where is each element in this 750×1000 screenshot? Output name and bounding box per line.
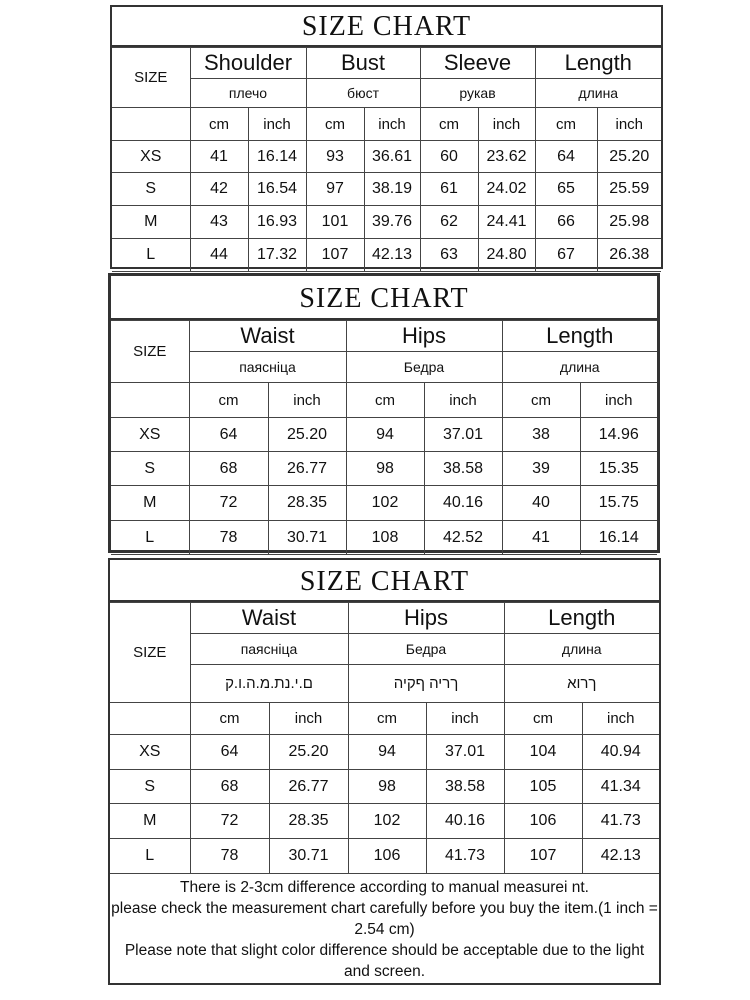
group-header-waist: Waist [190, 603, 348, 634]
value-cell: 14.96 [580, 418, 657, 452]
unit-cell: inch [426, 703, 504, 735]
group-hebrew-waist: ם.י.נת.מ.ה.ו.ק [190, 665, 348, 703]
size-cell: XS [110, 735, 190, 770]
table-row [110, 839, 659, 874]
group-subheader-hips: Бедра [348, 634, 504, 665]
value-cell: 38.58 [426, 770, 504, 804]
value-cell: 41.73 [582, 804, 659, 839]
value-cell: 26.77 [268, 452, 346, 486]
value-cell: 98 [346, 452, 424, 486]
unit-cell: cm [502, 383, 580, 418]
group-subheader-sleeve: рукав [420, 79, 535, 108]
unit-cell: cm [420, 108, 478, 141]
group-header-hips: Hips [348, 603, 504, 634]
size-cell: S [112, 173, 190, 206]
value-cell: 25.20 [268, 418, 346, 452]
value-cell: 65 [535, 173, 597, 206]
group-header-shoulder: Shoulder [190, 48, 306, 79]
value-cell: 60 [420, 141, 478, 173]
unit-cell: inch [580, 383, 657, 418]
value-cell: 78 [190, 839, 269, 874]
value-cell: 39 [502, 452, 580, 486]
note-difference: There is 2-3cm difference according to manual measurei​ nt. [180, 879, 589, 896]
value-cell: 16.54 [248, 173, 306, 206]
value-cell: 68 [190, 770, 269, 804]
size-header: SIZE [110, 603, 190, 703]
value-cell: 37.01 [426, 735, 504, 770]
value-cell: 108 [346, 521, 424, 555]
value-cell: 94 [348, 735, 426, 770]
value-cell: 41.73 [426, 839, 504, 874]
group-header-hips: Hips [346, 321, 502, 352]
value-cell: 26.38 [597, 239, 661, 272]
value-cell: 98 [348, 770, 426, 804]
value-cell: 30.71 [269, 839, 348, 874]
value-cell: 93 [306, 141, 364, 173]
unit-cell: cm [190, 108, 248, 141]
group-subheader-length: длина [504, 634, 659, 665]
table-row [110, 804, 659, 839]
chart-title: SIZE CHART [111, 276, 657, 320]
unit-cell: inch [582, 703, 659, 735]
notes-block [110, 874, 659, 982]
size-chart-1 [110, 5, 663, 269]
table-row [111, 521, 657, 555]
value-cell: 16.14 [580, 521, 657, 555]
unit-cell: inch [248, 108, 306, 141]
value-cell: 40.94 [582, 735, 659, 770]
size-cell: M [112, 206, 190, 239]
group-header-length: Length [502, 321, 657, 352]
size-cell: M [110, 804, 190, 839]
value-cell: 64 [535, 141, 597, 173]
value-cell: 42 [190, 173, 248, 206]
group-header-bust: Bust [306, 48, 420, 79]
unit-spacer [112, 108, 190, 141]
table-row [111, 486, 657, 521]
chart-title: SIZE CHART [112, 7, 661, 47]
unit-cell: inch [424, 383, 502, 418]
size-cell: L [111, 521, 189, 555]
value-cell: 102 [346, 486, 424, 521]
group-subheader-length: длина [502, 352, 657, 383]
value-cell: 67 [535, 239, 597, 272]
value-cell: 44 [190, 239, 248, 272]
value-cell: 41.34 [582, 770, 659, 804]
size-cell: M [111, 486, 189, 521]
group-subheader-length: длина [535, 79, 661, 108]
size-header: SIZE [112, 48, 190, 108]
value-cell: 25.59 [597, 173, 661, 206]
value-cell: 37.01 [424, 418, 502, 452]
unit-cell: inch [478, 108, 535, 141]
table-row [110, 735, 659, 770]
size-table [112, 47, 661, 272]
value-cell: 38.19 [364, 173, 420, 206]
table-row [111, 418, 657, 452]
value-cell: 63 [420, 239, 478, 272]
value-cell: 23.62 [478, 141, 535, 173]
value-cell: 104 [504, 735, 582, 770]
note-color: Please note that slight color difference should be acceptable due to the light and screen. [124, 942, 645, 980]
unit-cell: cm [306, 108, 364, 141]
size-chart-2 [108, 273, 660, 553]
value-cell: 72 [189, 486, 268, 521]
value-cell: 72 [190, 804, 269, 839]
value-cell: 40.16 [424, 486, 502, 521]
unit-cell: cm [189, 383, 268, 418]
group-subheader-bust: бюст [306, 79, 420, 108]
value-cell: 24.41 [478, 206, 535, 239]
value-cell: 106 [504, 804, 582, 839]
value-cell: 39.76 [364, 206, 420, 239]
value-cell: 107 [504, 839, 582, 874]
unit-cell: inch [597, 108, 661, 141]
value-cell: 64 [190, 735, 269, 770]
unit-cell: inch [269, 703, 348, 735]
value-cell: 68 [189, 452, 268, 486]
size-cell: L [110, 839, 190, 874]
note-check-chart: please check the measurement chart carefully before you buy the item.(1 inch = 2.54 cm) [111, 900, 658, 938]
size-table [110, 602, 659, 874]
value-cell: 97 [306, 173, 364, 206]
value-cell: 64 [189, 418, 268, 452]
group-subheader-shoulder: плечо [190, 79, 306, 108]
group-subheader-waist: паясніца [189, 352, 346, 383]
size-header: SIZE [111, 321, 189, 383]
size-cell: XS [112, 141, 190, 173]
value-cell: 62 [420, 206, 478, 239]
value-cell: 16.14 [248, 141, 306, 173]
value-cell: 25.98 [597, 206, 661, 239]
unit-cell: cm [535, 108, 597, 141]
value-cell: 102 [348, 804, 426, 839]
value-cell: 38 [502, 418, 580, 452]
value-cell: 66 [535, 206, 597, 239]
value-cell: 42.13 [582, 839, 659, 874]
value-cell: 105 [504, 770, 582, 804]
chart-title: SIZE CHART [110, 560, 659, 602]
group-hebrew-hips: ךריה ףקיה [348, 665, 504, 703]
table-row [112, 206, 661, 239]
unit-cell: inch [364, 108, 420, 141]
value-cell: 101 [306, 206, 364, 239]
value-cell: 17.32 [248, 239, 306, 272]
table-row [110, 770, 659, 804]
group-header-length: Length [535, 48, 661, 79]
value-cell: 94 [346, 418, 424, 452]
value-cell: 24.02 [478, 173, 535, 206]
table-row [112, 239, 661, 272]
group-header-sleeve: Sleeve [420, 48, 535, 79]
unit-cell: inch [268, 383, 346, 418]
value-cell: 28.35 [268, 486, 346, 521]
value-cell: 42.52 [424, 521, 502, 555]
group-subheader-waist: паясніца [190, 634, 348, 665]
value-cell: 43 [190, 206, 248, 239]
value-cell: 30.71 [268, 521, 346, 555]
value-cell: 24.80 [478, 239, 535, 272]
value-cell: 36.61 [364, 141, 420, 173]
unit-cell: cm [348, 703, 426, 735]
value-cell: 25.20 [597, 141, 661, 173]
size-chart-3 [108, 558, 661, 985]
value-cell: 106 [348, 839, 426, 874]
size-cell: XS [111, 418, 189, 452]
value-cell: 41 [502, 521, 580, 555]
table-row [112, 173, 661, 206]
size-cell: S [110, 770, 190, 804]
value-cell: 28.35 [269, 804, 348, 839]
value-cell: 61 [420, 173, 478, 206]
group-header-length: Length [504, 603, 659, 634]
value-cell: 40.16 [426, 804, 504, 839]
group-hebrew-length: ךרוא [504, 665, 659, 703]
value-cell: 38.58 [424, 452, 502, 486]
unit-cell: cm [190, 703, 269, 735]
size-cell: S [111, 452, 189, 486]
value-cell: 26.77 [269, 770, 348, 804]
unit-spacer [110, 703, 190, 735]
value-cell: 41 [190, 141, 248, 173]
value-cell: 16.93 [248, 206, 306, 239]
value-cell: 15.75 [580, 486, 657, 521]
size-table [111, 320, 657, 555]
unit-spacer [111, 383, 189, 418]
value-cell: 42.13 [364, 239, 420, 272]
table-row [111, 452, 657, 486]
value-cell: 40 [502, 486, 580, 521]
table-row [112, 141, 661, 173]
value-cell: 78 [189, 521, 268, 555]
value-cell: 25.20 [269, 735, 348, 770]
unit-cell: cm [346, 383, 424, 418]
value-cell: 107 [306, 239, 364, 272]
value-cell: 15.35 [580, 452, 657, 486]
unit-cell: cm [504, 703, 582, 735]
size-cell: L [112, 239, 190, 272]
group-header-waist: Waist [189, 321, 346, 352]
group-subheader-hips: Бедра [346, 352, 502, 383]
